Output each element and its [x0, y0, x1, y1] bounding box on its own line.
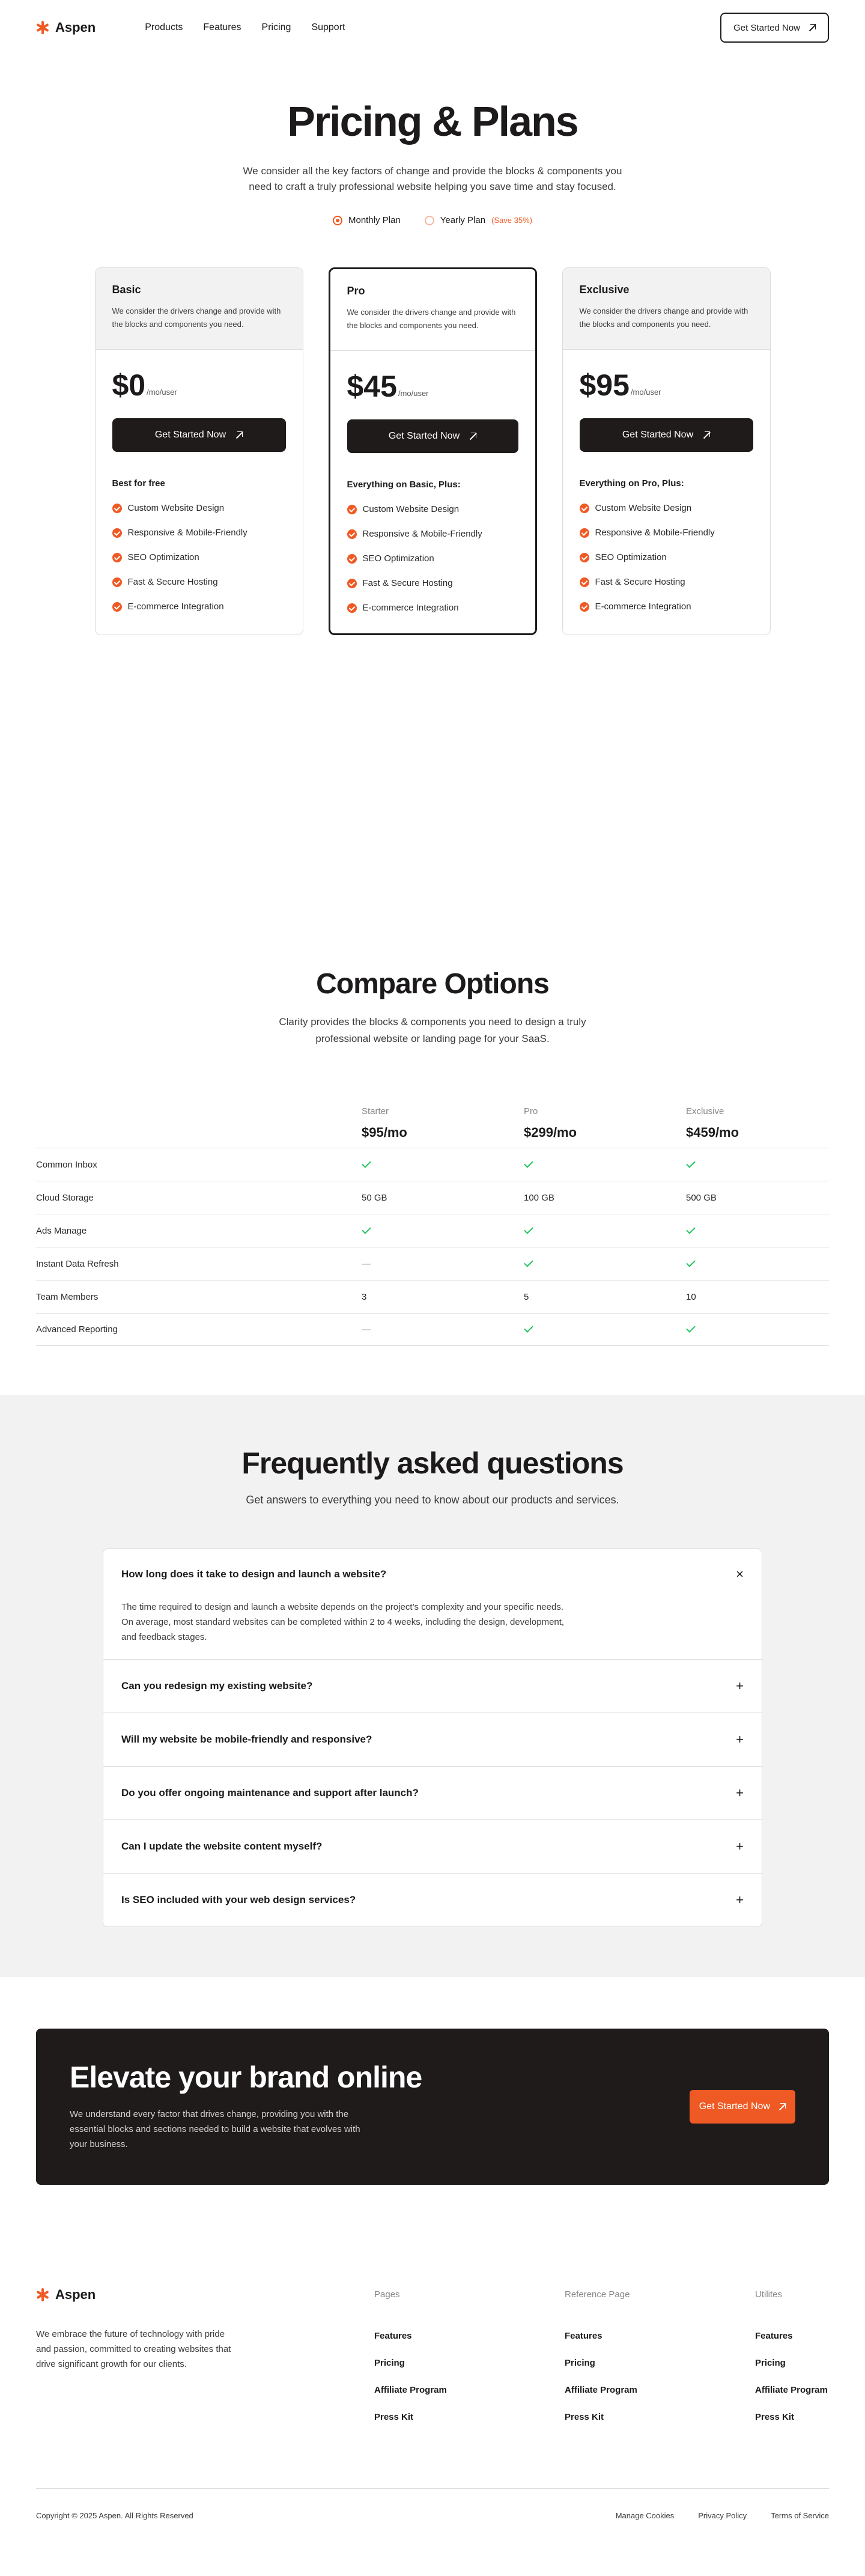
check-circle-icon [347, 579, 357, 588]
feature-item [347, 504, 518, 514]
check-icon [524, 1258, 533, 1267]
compare-cell: — [362, 1324, 371, 1335]
compare-plan-price: $459/mo [686, 1125, 739, 1140]
feature-item [112, 503, 286, 513]
footer-column-title: Pages [374, 2289, 400, 2300]
footer [36, 2287, 829, 2542]
faq-list [103, 1548, 762, 1927]
plus-icon[interactable]: + [736, 1732, 744, 1747]
arrow-up-right-icon [469, 433, 476, 440]
compare-plan-price: $95/mo [362, 1125, 407, 1140]
faq-question[interactable] [121, 1713, 744, 1766]
plan-price [347, 369, 518, 404]
check-circle-icon [580, 528, 589, 538]
feature-label: Custom Website Design [595, 503, 692, 513]
check-circle-icon [580, 504, 589, 513]
compare-column-starter [362, 1106, 524, 1140]
check-circle-icon [112, 528, 122, 538]
plan-get-started-button[interactable] [580, 418, 753, 452]
compare-row-label: Instant Data Refresh [36, 1258, 119, 1269]
compare-cell: 10 [686, 1291, 696, 1302]
check-circle-icon [347, 529, 357, 539]
plan-card-header [96, 268, 303, 350]
plan-get-started-button[interactable] [112, 418, 286, 452]
check-circle-icon [347, 603, 357, 613]
compare-row-label: Ads Manage [36, 1225, 87, 1236]
faq-question-text: Is SEO included with your web design services? [121, 1894, 356, 1905]
arrow-up-right-icon [703, 431, 710, 439]
check-icon [686, 1159, 696, 1168]
feature-item [112, 577, 286, 587]
compare-plan-name: Starter [362, 1106, 389, 1116]
feature-item [580, 552, 753, 562]
check-icon [524, 1225, 533, 1234]
footer-top [36, 2287, 829, 2422]
compare-cell: 100 GB [524, 1192, 554, 1203]
footer-link-affiliate[interactable]: Affiliate Program [565, 2385, 637, 2395]
feature-label: Fast & Secure Hosting [362, 578, 453, 588]
cta-button-label: Get Started Now [699, 2101, 770, 2112]
check-icon [686, 1258, 696, 1267]
check-circle-icon [580, 602, 589, 612]
cta-title: Elevate your brand online [70, 2060, 422, 2094]
plan-button-label: Get Started Now [622, 430, 694, 440]
nav-links [145, 22, 345, 33]
feature-item [580, 601, 753, 612]
footer-link-press-kit[interactable]: Press Kit [565, 2412, 604, 2422]
faq-title: Frequently asked questions [241, 1446, 624, 1480]
faq-item [103, 1713, 762, 1766]
feature-item [112, 601, 286, 612]
faq-question[interactable] [121, 1767, 744, 1819]
compare-row-label: Advanced Reporting [36, 1324, 118, 1335]
plus-icon[interactable]: + [736, 1839, 744, 1854]
plan-card-body [96, 350, 303, 632]
features-title: Everything on Pro, Plus: [579, 478, 684, 489]
radio-unselected-icon [425, 216, 434, 225]
arrow-up-right-icon [778, 2103, 786, 2110]
footer-about-column [36, 2287, 374, 2422]
monthly-plan-label: Monthly Plan [348, 215, 401, 225]
compare-cell [362, 1160, 524, 1170]
feature-item [580, 503, 753, 513]
feature-item [580, 528, 753, 538]
compare-cell [362, 1226, 524, 1236]
compare-cell [686, 1324, 829, 1335]
faq-item [103, 1659, 762, 1713]
nav-get-started-button[interactable] [720, 13, 829, 43]
nav-link-pricing[interactable]: Pricing [261, 22, 291, 32]
footer-link-pricing[interactable]: Pricing [755, 2358, 786, 2368]
radio-selected-icon [333, 216, 342, 225]
aspen-logo-icon [36, 21, 49, 34]
compare-row [36, 1214, 829, 1247]
compare-cell: 5 [524, 1291, 529, 1302]
features-title: Best for free [112, 478, 165, 489]
pricing-hero [0, 55, 865, 225]
plan-button-label: Get Started Now [154, 430, 226, 440]
check-icon [362, 1225, 371, 1234]
compare-table [36, 1106, 829, 1346]
plan-price-unit: /mo/user [398, 389, 429, 398]
feature-label: Responsive & Mobile-Friendly [595, 528, 715, 538]
feature-label: SEO Optimization [595, 552, 667, 562]
faq-item [103, 1549, 762, 1659]
compare-cell [524, 1324, 686, 1335]
compare-plan-name: Exclusive [686, 1106, 724, 1116]
compare-row-label: Team Members [36, 1291, 99, 1302]
plan-card-header [563, 268, 770, 350]
feature-label: Fast & Secure Hosting [127, 577, 218, 587]
compare-cell: 3 [362, 1291, 367, 1302]
check-circle-icon [580, 553, 589, 562]
terms-of-service-link[interactable]: Terms of Service [771, 2511, 829, 2520]
compare-cell [686, 1259, 829, 1269]
faq-question[interactable] [121, 1660, 744, 1713]
plan-price-unit: /mo/user [630, 388, 661, 397]
footer-bottom [36, 2488, 829, 2542]
check-circle-icon [112, 577, 122, 587]
plan-price [580, 368, 753, 403]
features-title: Everything on Basic, Plus: [347, 480, 461, 490]
plan-price-amount: $0 [112, 368, 146, 402]
manage-cookies-link[interactable]: Manage Cookies [615, 2511, 675, 2520]
legal-links [616, 2511, 829, 2520]
compare-cell: 500 GB [686, 1192, 717, 1203]
compare-cell [524, 1226, 686, 1236]
compare-title: Compare Options [316, 968, 549, 1000]
plus-icon[interactable]: + [736, 1785, 744, 1800]
footer-link-pricing[interactable]: Pricing [565, 2358, 595, 2368]
compare-row [36, 1313, 829, 1346]
faq-section [0, 1395, 865, 1977]
compare-column-exclusive [686, 1106, 829, 1140]
feature-item [112, 552, 286, 562]
compare-column-pro [524, 1106, 686, 1140]
compare-row [36, 1148, 829, 1181]
cta-text: We understand every factor that drives change, providing you with the essential blocks and sections needed to build a website that evolves with your business. [70, 2109, 360, 2149]
aspen-logo-icon [36, 2288, 49, 2301]
plan-card-pro [329, 267, 537, 635]
compare-row [36, 1181, 829, 1214]
feature-label: SEO Optimization [362, 553, 434, 564]
check-icon [686, 1323, 696, 1333]
plan-price-amount: $95 [579, 368, 630, 402]
faq-question-text: Do you offer ongoing maintenance and support after launch? [121, 1787, 419, 1798]
footer-link-features[interactable]: Features [374, 2331, 412, 2341]
feature-item [347, 529, 518, 539]
footer-link-press-kit[interactable]: Press Kit [755, 2412, 795, 2422]
yearly-plan-label: Yearly Plan [440, 215, 486, 225]
feature-item [112, 528, 286, 538]
compare-row-label: Common Inbox [36, 1159, 97, 1170]
check-circle-icon [347, 554, 357, 564]
plan-card-basic [95, 267, 303, 635]
top-nav [0, 0, 865, 55]
plan-card-body [563, 350, 770, 632]
compare-table-header [36, 1106, 829, 1148]
cta-banner [36, 2029, 829, 2185]
monthly-plan-radio[interactable] [333, 215, 401, 225]
compare-row-label: Cloud Storage [36, 1192, 94, 1203]
footer-logo-text: Aspen [55, 2287, 96, 2302]
compare-section [36, 967, 829, 1346]
faq-question[interactable] [121, 1549, 744, 1600]
plan-name: Pro [347, 285, 365, 297]
plan-price [112, 368, 286, 403]
faq-subtitle: Get answers to everything you need to know about our products and services. [246, 1494, 619, 1506]
pricing-cards [0, 267, 865, 635]
check-circle-icon [580, 577, 589, 587]
compare-plan-name: Pro [524, 1106, 538, 1116]
compare-cell: — [362, 1258, 371, 1269]
compare-cell [686, 1226, 829, 1236]
compare-cell [524, 1160, 686, 1170]
compare-cell [686, 1160, 829, 1170]
feature-label: E-commerce Integration [362, 603, 459, 613]
compare-cell: 50 GB [362, 1192, 387, 1203]
plan-description: We consider the drivers change and provide with the blocks and components you need. [112, 306, 281, 329]
logo[interactable] [36, 20, 96, 35]
arrow-up-right-icon [809, 24, 816, 31]
check-circle-icon [112, 553, 122, 562]
faq-answer: The time required to design and launch a website depends on the project’s complexity and your specific needs. On average, most standard websites can be completed within 2 to 4 weeks, including the design, development, and feedback stages. [121, 1602, 565, 1642]
feature-label: Responsive & Mobile-Friendly [362, 529, 482, 539]
check-icon [524, 1323, 533, 1333]
faq-question[interactable] [121, 1874, 744, 1926]
feature-label: SEO Optimization [127, 552, 199, 562]
footer-link-affiliate[interactable]: Affiliate Program [755, 2385, 828, 2395]
compare-table-body [36, 1148, 829, 1346]
plan-card-body [330, 351, 535, 633]
plan-card-exclusive [562, 267, 771, 635]
footer-logo[interactable] [36, 2287, 374, 2303]
feature-item [347, 553, 518, 564]
page-title: Pricing & Plans [287, 98, 578, 145]
cta-get-started-button[interactable] [690, 2090, 795, 2124]
nav-link-products[interactable]: Products [145, 22, 183, 32]
copyright: Copyright © 2025 Aspen. All Rights Reserved [36, 2511, 193, 2520]
footer-column-utilities [755, 2287, 829, 2422]
plan-description: We consider the drivers change and provide with the blocks and components you need. [347, 308, 516, 330]
feature-item [347, 603, 518, 613]
faq-question-text: How long does it take to design and launch a website? [121, 1568, 387, 1580]
plan-get-started-button[interactable] [347, 419, 518, 453]
compare-row [36, 1247, 829, 1280]
compare-plan-price: $299/mo [524, 1125, 577, 1140]
close-icon[interactable]: × [736, 1567, 744, 1582]
privacy-policy-link[interactable]: Privacy Policy [698, 2511, 747, 2520]
feature-label: Custom Website Design [127, 503, 225, 513]
footer-link-affiliate[interactable]: Affiliate Program [374, 2385, 447, 2395]
logo-text: Aspen [55, 20, 96, 35]
plan-description: We consider the drivers change and provide with the blocks and components you need. [579, 306, 748, 329]
plan-button-label: Get Started Now [388, 431, 460, 441]
check-icon [362, 1159, 371, 1168]
compare-cell [524, 1259, 686, 1269]
faq-question-text: Can I update the website content myself? [121, 1841, 323, 1852]
billing-toggle [0, 215, 865, 225]
compare-subtitle: Clarity provides the blocks & components you need to design a truly professional website or landing page for your SaaS. [279, 1016, 586, 1044]
check-icon [524, 1159, 533, 1168]
check-circle-icon [112, 504, 122, 513]
yearly-plan-radio[interactable] [425, 215, 532, 225]
faq-question-text: Will my website be mobile-friendly and responsive? [121, 1734, 372, 1745]
arrow-up-right-icon [235, 431, 243, 439]
plan-card-header [330, 269, 535, 351]
check-circle-icon [347, 505, 357, 514]
faq-item [103, 1819, 762, 1873]
check-icon [686, 1225, 696, 1234]
footer-link-press-kit[interactable]: Press Kit [374, 2412, 414, 2422]
nav-get-started-label: Get Started Now [733, 22, 800, 33]
plan-price-amount: $45 [347, 370, 397, 403]
footer-link-pricing[interactable]: Pricing [374, 2358, 405, 2368]
footer-column-title: Utilites [755, 2289, 783, 2300]
feature-label: E-commerce Integration [127, 601, 224, 612]
feature-label: E-commerce Integration [595, 601, 691, 612]
feature-label: Custom Website Design [362, 504, 460, 514]
footer-link-features[interactable]: Features [565, 2331, 602, 2341]
feature-label: Fast & Secure Hosting [595, 577, 685, 587]
feature-item [347, 578, 518, 588]
faq-question-text: Can you redesign my existing website? [121, 1680, 313, 1691]
footer-link-features[interactable]: Features [755, 2331, 793, 2341]
faq-item [103, 1766, 762, 1819]
feature-label: Responsive & Mobile-Friendly [127, 528, 247, 538]
nav-link-features[interactable]: Features [203, 22, 241, 32]
feature-item [580, 577, 753, 587]
footer-column-pages [374, 2287, 565, 2422]
plus-icon[interactable]: + [736, 1892, 744, 1907]
footer-column-title: Reference Page [565, 2289, 630, 2300]
nav-link-support[interactable]: Support [311, 22, 345, 32]
yearly-save-badge: (Save 35%) [491, 216, 532, 225]
footer-about: We embrace the future of technology with pride and passion, committed to creating websites that drive significant growth for our clients. [36, 2329, 231, 2369]
hero-subtitle: We consider all the key factors of change and provide the blocks & components you need to craft a truly professional website helping you save time and stay focused. [243, 165, 622, 192]
compare-header-spacer [36, 1106, 362, 1140]
footer-column-reference [565, 2287, 755, 2422]
plus-icon[interactable]: + [736, 1678, 744, 1693]
faq-item [103, 1873, 762, 1926]
faq-question[interactable] [121, 1820, 744, 1873]
check-circle-icon [112, 602, 122, 612]
plan-name: Basic [112, 284, 141, 296]
plan-name: Exclusive [579, 284, 630, 296]
plan-price-unit: /mo/user [147, 388, 177, 397]
compare-row [36, 1280, 829, 1313]
